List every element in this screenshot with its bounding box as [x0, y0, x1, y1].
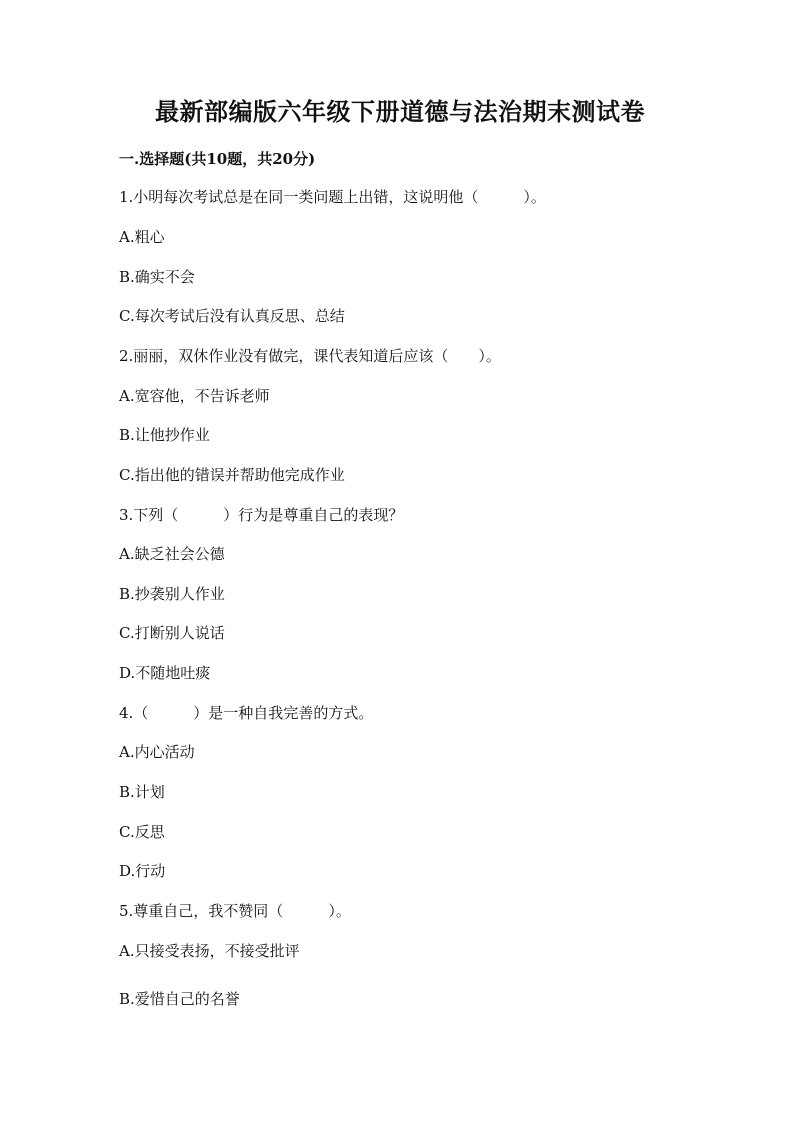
question-option: A.缺乏社会公德 [119, 545, 225, 563]
question-stem: 4.（ ）是一种自我完善的方式。 [119, 704, 374, 722]
question-stem: 3.下列（ ）行为是尊重自己的表现？ [119, 506, 404, 524]
question-stem: 2.丽丽，双休作业没有做完，课代表知道后应该（ ）。 [119, 347, 501, 365]
question-stem: 1.小明每次考试总是在同一类问题上出错，这说明他（ ）。 [119, 188, 546, 206]
question-option: C.反思 [119, 823, 165, 841]
question-option: A.粗心 [119, 228, 165, 246]
question-option: B.让他抄作业 [119, 426, 210, 444]
page-title: 最新部编版六年级下册道德与法治期末测试卷 [155, 97, 645, 126]
question-option: D.行动 [119, 862, 166, 880]
section-heading: 一.选择题(共10题，共20分) [119, 150, 316, 168]
question-option: C.打断别人说话 [119, 624, 225, 642]
question-option: B.确实不会 [119, 268, 195, 286]
question-option: B.抄袭别人作业 [119, 585, 225, 603]
question-option: B.计划 [119, 783, 165, 801]
question-option: C.指出他的错误并帮助他完成作业 [119, 466, 345, 484]
question-option: A.宽容他，不告诉老师 [119, 387, 270, 405]
question-stem: 5.尊重自己，我不赞同（ ）。 [119, 902, 351, 920]
question-option: C.每次考试后没有认真反思、总结 [119, 307, 345, 325]
question-option: B.爱惜自己的名誉 [119, 990, 240, 1008]
question-option: D.不随地吐痰 [119, 664, 211, 682]
question-option: A.内心活动 [119, 743, 195, 761]
question-option: A.只接受表扬，不接受批评 [119, 942, 300, 960]
